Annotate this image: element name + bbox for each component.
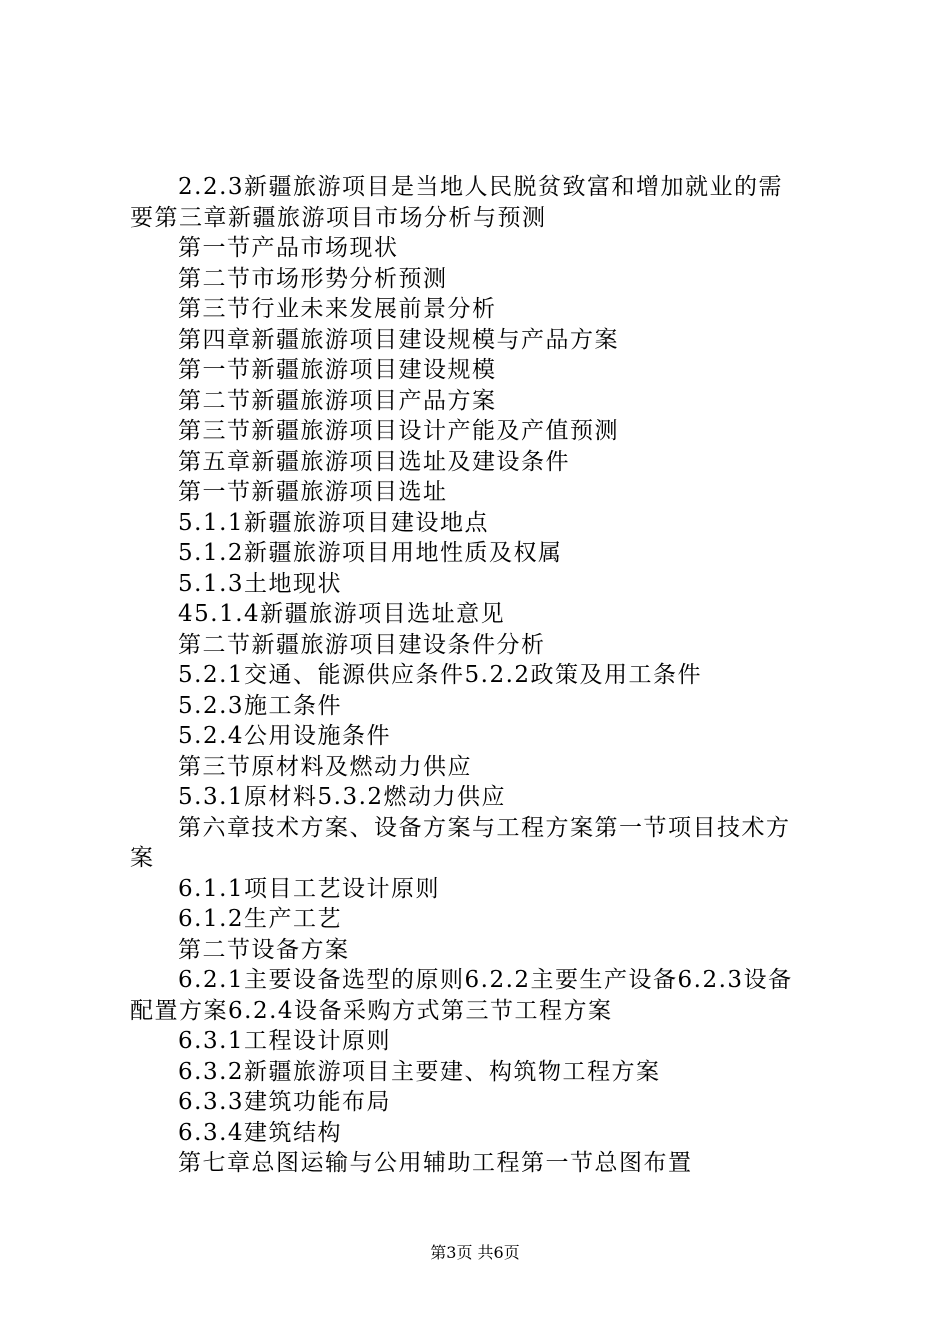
- text-line: 第六章技术方案、设备方案与工程方案第一节项目技术方: [178, 814, 791, 841]
- text-line: 6.3.3建筑功能布局: [178, 1089, 392, 1115]
- text-line: 5.2.3施工条件: [178, 692, 343, 719]
- text-line: 5.1.2新疆旅游项目用地性质及权属: [178, 540, 563, 566]
- text-line: 2.2.3新疆旅游项目是当地人民脱贫致富和增加就业的需: [178, 174, 784, 200]
- text-line: 第一节产品市场现状: [178, 235, 399, 261]
- text-line: 第二节新疆旅游项目建设条件分析: [178, 631, 546, 658]
- text-line: 6.3.2新疆旅游项目主要建、构筑物工程方案: [178, 1058, 661, 1085]
- text-line: 5.1.3土地现状: [178, 570, 343, 597]
- text-line: 案: [130, 845, 155, 871]
- text-line: 第二节市场形势分析预测: [178, 265, 448, 292]
- text-line: 6.3.4建筑结构: [178, 1119, 343, 1146]
- page-number-footer: 第3页 共6页: [430, 1243, 520, 1262]
- text-line: 5.2.1交通、能源供应条件5.2.2政策及用工条件: [178, 662, 703, 688]
- text-line: 6.2.1主要设备选型的原则6.2.2主要生产设备6.2.3设备: [178, 967, 793, 993]
- text-line: 配置方案6.2.4设备采购方式第三节工程方案: [130, 997, 613, 1024]
- document-body: [130, 172, 830, 1179]
- text-line: 第二节设备方案: [178, 936, 350, 963]
- text-line: 6.3.1工程设计原则: [178, 1028, 392, 1054]
- text-line: 5.3.1原材料5.3.2燃动力供应: [178, 784, 507, 810]
- text-line: 第三节新疆旅游项目设计产能及产值预测: [178, 418, 619, 444]
- text-line: 45.1.4新疆旅游项目选址意见: [178, 601, 506, 627]
- text-line: 要第三章新疆旅游项目市场分析与预测: [130, 204, 547, 231]
- text-line: 第四章新疆旅游项目建设规模与产品方案: [178, 326, 619, 353]
- text-line: 5.2.4公用设施条件: [178, 723, 392, 749]
- text-line: 第三节行业未来发展前景分析: [178, 296, 497, 322]
- text-line: 6.1.2生产工艺: [178, 906, 343, 932]
- text-line: 5.1.1新疆旅游项目建设地点: [178, 509, 490, 536]
- text-line: 6.1.1项目工艺设计原则: [178, 875, 441, 902]
- text-line: 第二节新疆旅游项目产品方案: [178, 387, 497, 414]
- text-line: 第三节原材料及燃动力供应: [178, 753, 472, 780]
- text-line: 第七章总图运输与公用辅助工程第一节总图布置: [178, 1150, 693, 1176]
- text-line: 第一节新疆旅游项目选址: [178, 479, 448, 505]
- text-line: 第一节新疆旅游项目建设规模: [178, 357, 497, 383]
- text-line: 第五章新疆旅游项目选址及建设条件: [178, 448, 570, 475]
